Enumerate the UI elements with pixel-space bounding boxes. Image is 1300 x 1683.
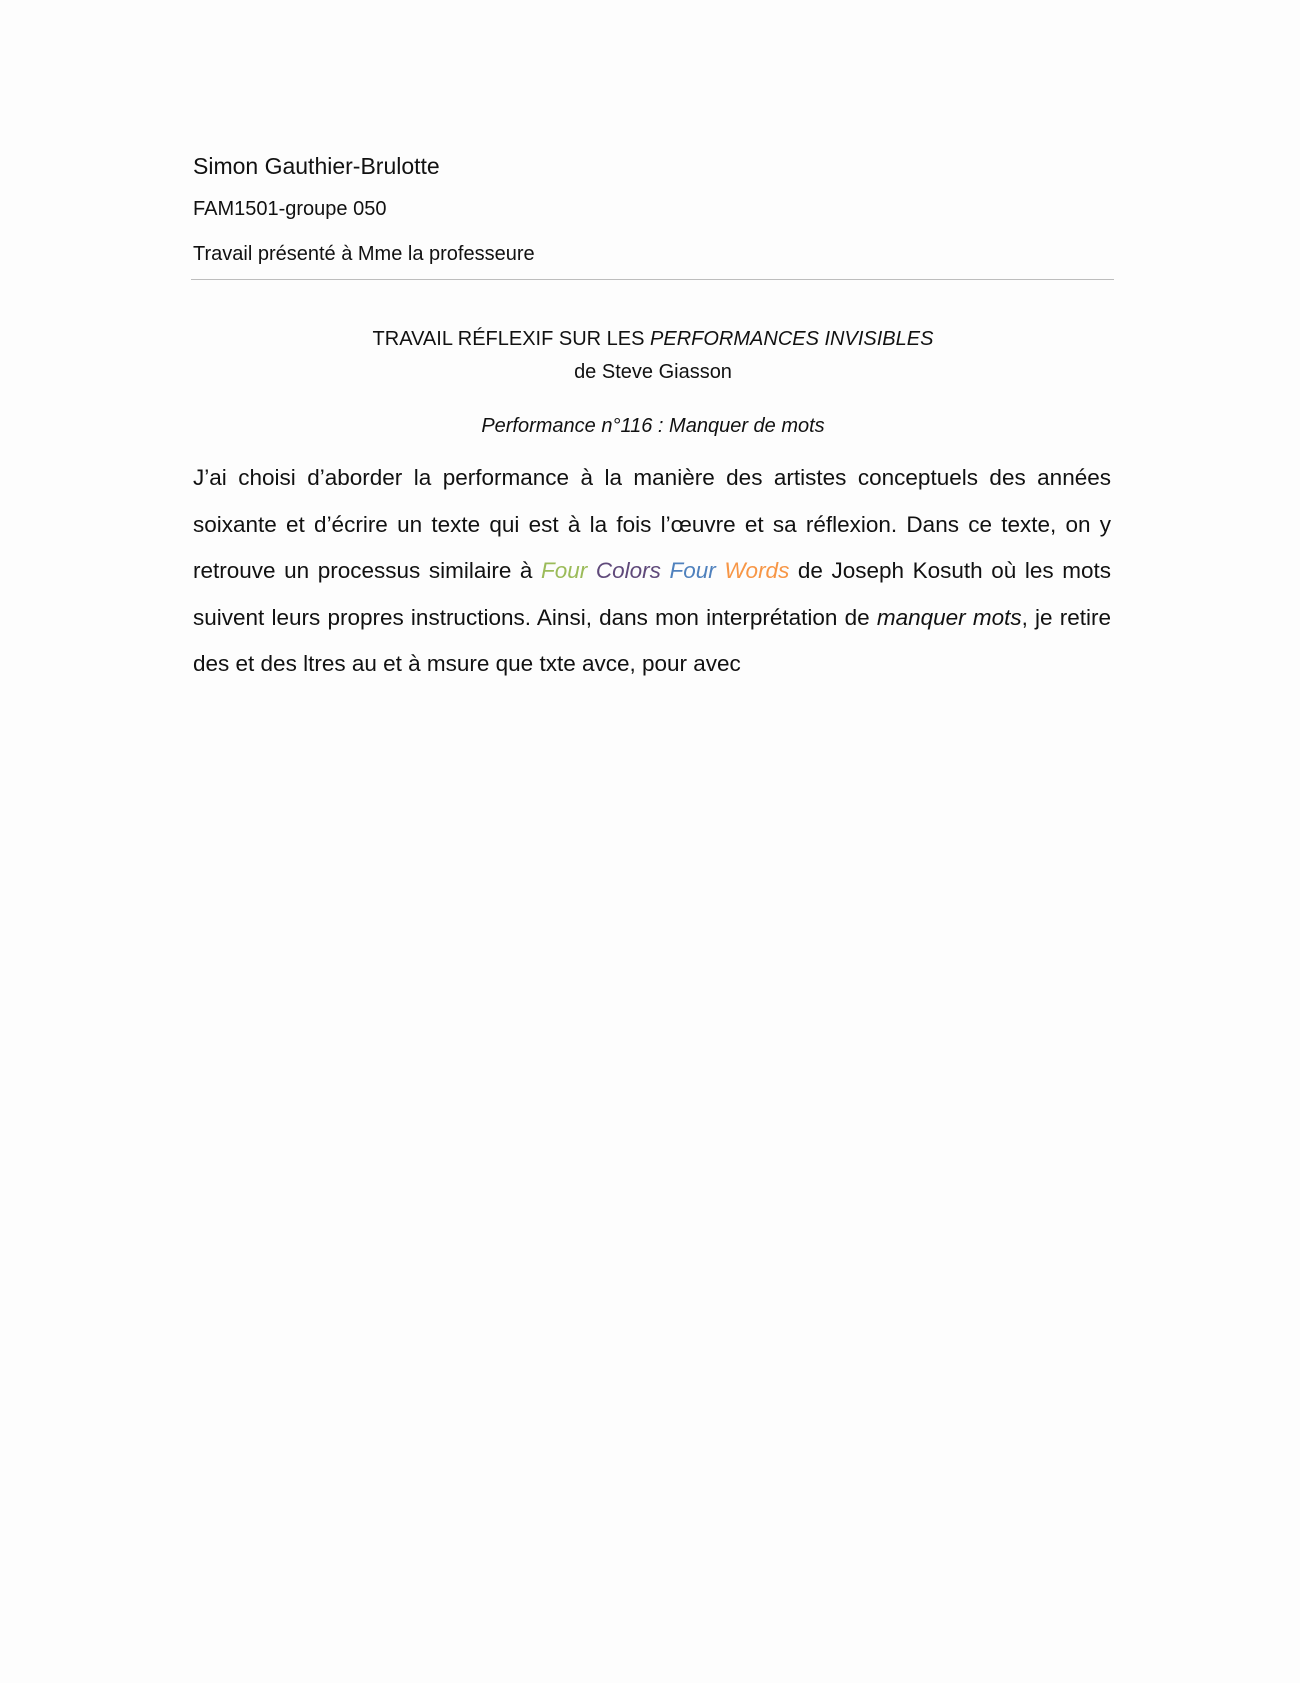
title-byline: de Steve Giasson bbox=[574, 361, 732, 383]
header-divider bbox=[191, 279, 1114, 280]
colored-word-colors: Colors bbox=[595, 558, 661, 583]
document-header bbox=[193, 148, 1113, 269]
course-code: FAM1501-groupe 050 bbox=[193, 198, 387, 220]
title-prefix: TRAVAIL RÉFLEXIF SUR LES bbox=[372, 328, 651, 350]
colored-word-four-1: Four bbox=[541, 558, 588, 583]
body-part-3: , je retire des et des ltres au et à msure que txte avce, pour avec bbox=[193, 604, 1112, 676]
presented-to: Travail présenté à Mme la professeure bbox=[193, 243, 535, 265]
colored-word-four-2: Four bbox=[669, 558, 716, 583]
body-part-1: J’ai choisi d’aborder la performance à la manière des artistes conceptuels des années soixante et d’écrire un texte qui est à la fois l’œuvre et sa réflexion. Dans ce texte, on y retrouve un processus similaire à bbox=[193, 465, 1111, 583]
colored-word-words: Words bbox=[724, 558, 790, 583]
body-paragraph bbox=[193, 455, 1111, 688]
document-subtitle: Performance n°116 : Manquer de mots bbox=[481, 415, 825, 437]
author-name: Simon Gauthier-Brulotte bbox=[193, 153, 440, 179]
italic-phrase: manquer mots bbox=[876, 604, 1022, 630]
title-block bbox=[193, 323, 1113, 443]
title-italic: PERFORMANCES INVISIBLES bbox=[650, 328, 934, 350]
body-part-2: de Joseph Kosuth où les mots suivent leurs propres instructions. Ainsi, dans mon interprétation de bbox=[193, 558, 1111, 630]
document-title bbox=[193, 323, 1113, 356]
